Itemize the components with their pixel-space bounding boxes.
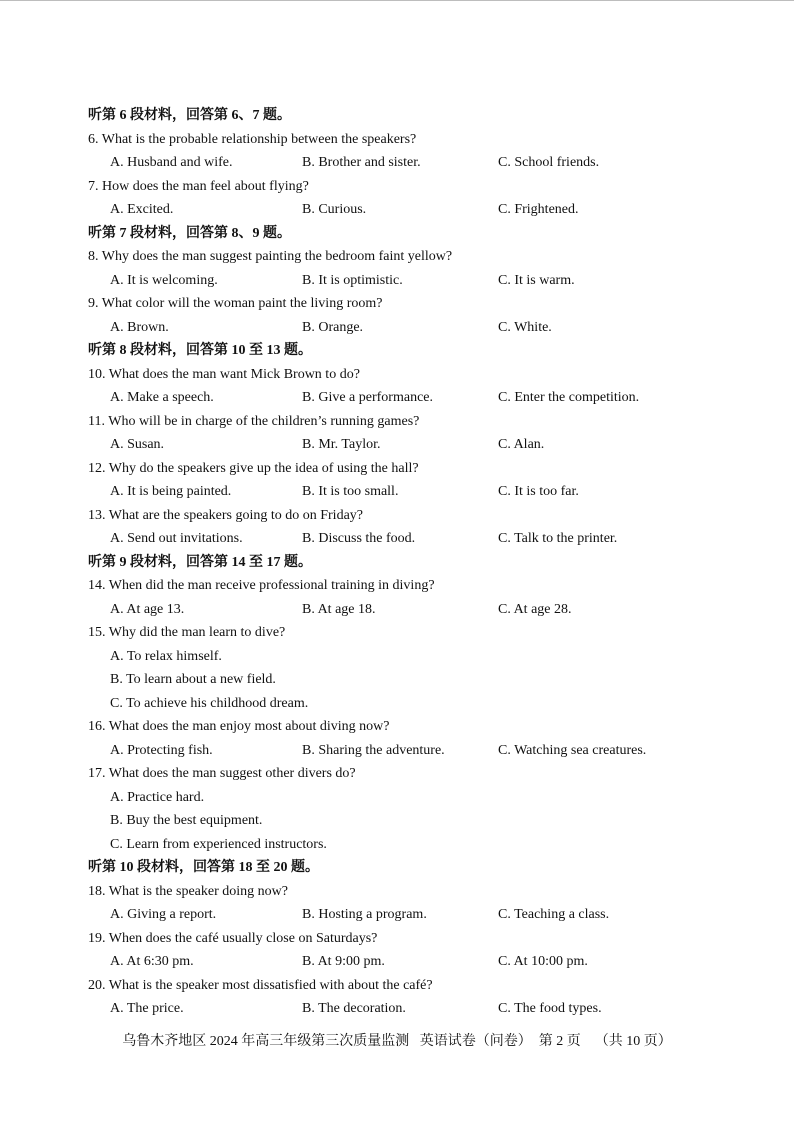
option-row bbox=[88, 527, 768, 551]
question-stem: 19. When does the café usually close on Saturdays? bbox=[88, 930, 378, 946]
question-stem: 13. What are the speakers going to do on Friday? bbox=[88, 507, 364, 523]
question-stem: 14. When did the man receive professional training in diving? bbox=[88, 578, 435, 593]
answer-option: C. School friends. bbox=[498, 155, 600, 170]
question-stem: 11. Who will be in charge of the children’s running games? bbox=[88, 413, 420, 429]
question-stem: 12. Why do the speakers give up the idea of using the hall? bbox=[88, 460, 419, 476]
question-stem: 8. Why does the man suggest painting the bedroom faint yellow? bbox=[88, 249, 453, 264]
answer-option: C. Alan. bbox=[498, 437, 545, 452]
answer-option: B. Hosting a program. bbox=[302, 907, 427, 922]
answer-option: C. Watching sea creatures. bbox=[498, 742, 647, 758]
answer-option: A. At age 13. bbox=[110, 601, 185, 617]
answer-option: C. The food types. bbox=[498, 1001, 602, 1016]
page-footer: 乌鲁木齐地区 2024 年高三年级第三次质量监测 英语试卷（问卷） 第 2 页 （共 10 页） bbox=[122, 1034, 672, 1049]
answer-option: A. Giving a report. bbox=[110, 907, 217, 922]
top-border bbox=[0, 0, 794, 1]
answer-option: B. At 9:00 pm. bbox=[302, 954, 385, 969]
answer-option: A. Husband and wife. bbox=[110, 155, 233, 170]
question-stem: 10. What does the man want Mick Brown to do? bbox=[88, 366, 360, 382]
option-row bbox=[88, 997, 768, 1021]
option-row bbox=[88, 386, 768, 410]
question-list bbox=[88, 104, 768, 1021]
question-stem: 6. What is the probable relationship between the speakers? bbox=[88, 131, 417, 147]
answer-option: B. It is too small. bbox=[302, 484, 399, 499]
question-stem: 15. Why did the man learn to dive? bbox=[88, 625, 286, 640]
answer-option: B. At age 18. bbox=[302, 601, 376, 617]
answer-option: A. To relax himself. bbox=[110, 648, 222, 664]
answer-option: B. Mr. Taylor. bbox=[302, 437, 381, 452]
option-row bbox=[88, 903, 768, 927]
answer-option: A. Protecting fish. bbox=[110, 742, 213, 758]
option-row bbox=[88, 151, 768, 175]
answer-option: C. It is too far. bbox=[498, 484, 579, 499]
answer-option: B. Brother and sister. bbox=[302, 155, 421, 170]
section-title: 听第 9 段材料，回答第 14 至 17 题。 bbox=[88, 554, 312, 570]
answer-option: A. Susan. bbox=[110, 437, 165, 452]
answer-option: B. Buy the best equipment. bbox=[110, 813, 263, 828]
section-title: 听第 8 段材料，回答第 10 至 13 题。 bbox=[88, 343, 312, 358]
question-stem: 16. What does the man enjoy most about diving now? bbox=[88, 719, 390, 734]
answer-option: C. To achieve his childhood dream. bbox=[110, 695, 309, 711]
answer-option: A. It is being painted. bbox=[110, 484, 232, 499]
answer-option: C. At 10:00 pm. bbox=[498, 954, 588, 969]
answer-option: B. Discuss the food. bbox=[302, 531, 416, 546]
option-row bbox=[88, 316, 768, 340]
answer-option: B. Sharing the adventure. bbox=[302, 742, 445, 758]
answer-option: C. Talk to the printer. bbox=[498, 531, 618, 546]
section-title: 听第 7 段材料，回答第 8、9 题。 bbox=[88, 225, 291, 241]
question-stem: 18. What is the speaker doing now? bbox=[88, 883, 288, 899]
answer-option: A. Practice hard. bbox=[110, 789, 205, 805]
option-row bbox=[88, 198, 768, 222]
question-stem: 9. What color will the woman paint the living room? bbox=[88, 296, 383, 311]
answer-option: B. The decoration. bbox=[302, 1001, 406, 1016]
question-stem: 20. What is the speaker most dissatisfied with about the café? bbox=[88, 977, 433, 993]
option-row bbox=[88, 598, 768, 622]
answer-option: B. Orange. bbox=[302, 319, 364, 335]
answer-option: C. Teaching a class. bbox=[498, 907, 610, 922]
answer-option: B. Curious. bbox=[302, 202, 367, 217]
option-row bbox=[88, 950, 768, 974]
answer-option: C. Learn from experienced instructors. bbox=[110, 836, 327, 852]
answer-option: B. It is optimistic. bbox=[302, 272, 403, 288]
answer-option: A. Brown. bbox=[110, 319, 169, 335]
option-row bbox=[88, 433, 768, 457]
answer-option: A. Send out invitations. bbox=[110, 531, 243, 546]
answer-option: C. Enter the competition. bbox=[498, 390, 640, 405]
answer-option: C. It is warm. bbox=[498, 272, 575, 288]
answer-option: A. The price. bbox=[110, 1001, 184, 1016]
option-row bbox=[88, 739, 768, 763]
answer-option: C. White. bbox=[498, 319, 552, 335]
answer-option: C. Frightened. bbox=[498, 202, 579, 217]
question-stem: 17. What does the man suggest other divers do? bbox=[88, 766, 356, 781]
option-row bbox=[88, 480, 768, 504]
answer-option: B. Give a performance. bbox=[302, 390, 433, 405]
answer-option: A. Excited. bbox=[110, 202, 174, 217]
option-row bbox=[88, 269, 768, 293]
answer-option: A. It is welcoming. bbox=[110, 272, 218, 288]
question-stem: 7. How does the man feel about flying? bbox=[88, 178, 309, 194]
section-title: 听第 6 段材料，回答第 6、7 题。 bbox=[88, 108, 291, 123]
section-title: 听第 10 段材料，回答第 18 至 20 题。 bbox=[88, 860, 319, 875]
answer-option: A. Make a speech. bbox=[110, 390, 214, 405]
answer-option: C. At age 28. bbox=[498, 601, 572, 617]
answer-option: B. To learn about a new field. bbox=[110, 672, 276, 687]
answer-option: A. At 6:30 pm. bbox=[110, 954, 194, 969]
